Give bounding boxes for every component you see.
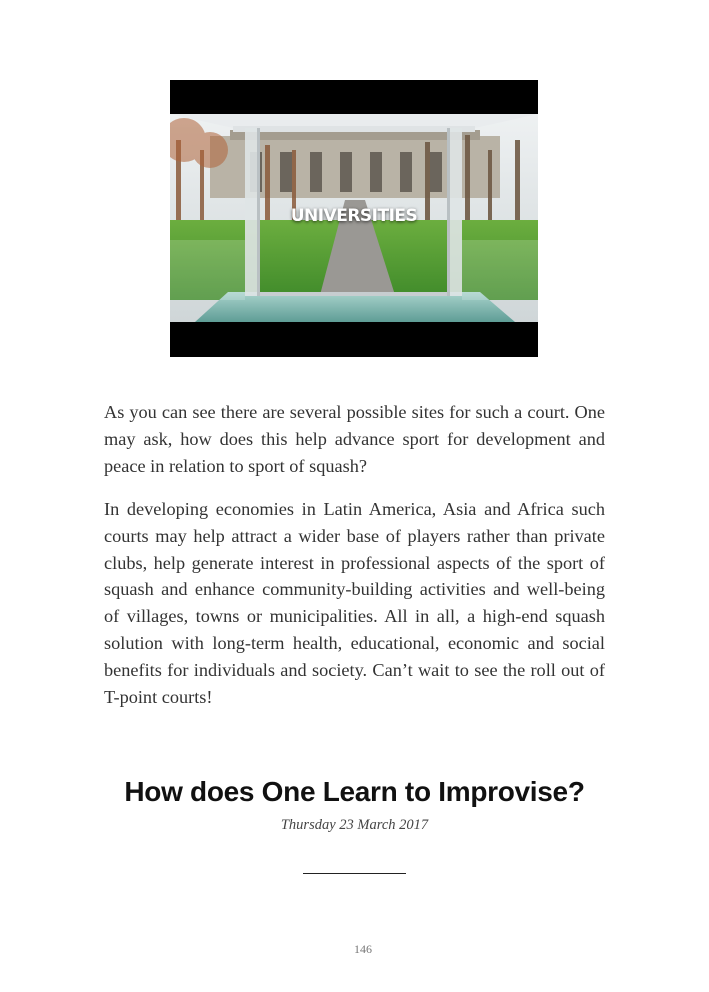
image-caption-universities: UNIVERSITIES: [290, 206, 418, 226]
section-date: Thursday 23 March 2017: [280, 817, 429, 833]
section-divider: [303, 873, 406, 874]
section-title: How does One Learn to Improvise?: [124, 776, 585, 807]
page-number: 146: [354, 942, 372, 956]
body-paragraph-2: In developing economies in Latin America, Asia and Africa such courts may help attract a wider base of players rather than private clubs, help generate interest in professional aspects of the sport of squash and enhance community-building activities and well-being of villages, towns or municipalities. All in all, a high-end squash solution with long-term health, educational, economic and social benefits for individuals and society. Can’t wait to see the roll out of T-point courts!: [104, 499, 605, 707]
universities-court-image: [170, 80, 538, 357]
body-paragraph-1: As you can see there are several possible sites for such a court. One may ask, how does this help advance sport for development and peace in relation to sport of squash?: [104, 402, 605, 476]
